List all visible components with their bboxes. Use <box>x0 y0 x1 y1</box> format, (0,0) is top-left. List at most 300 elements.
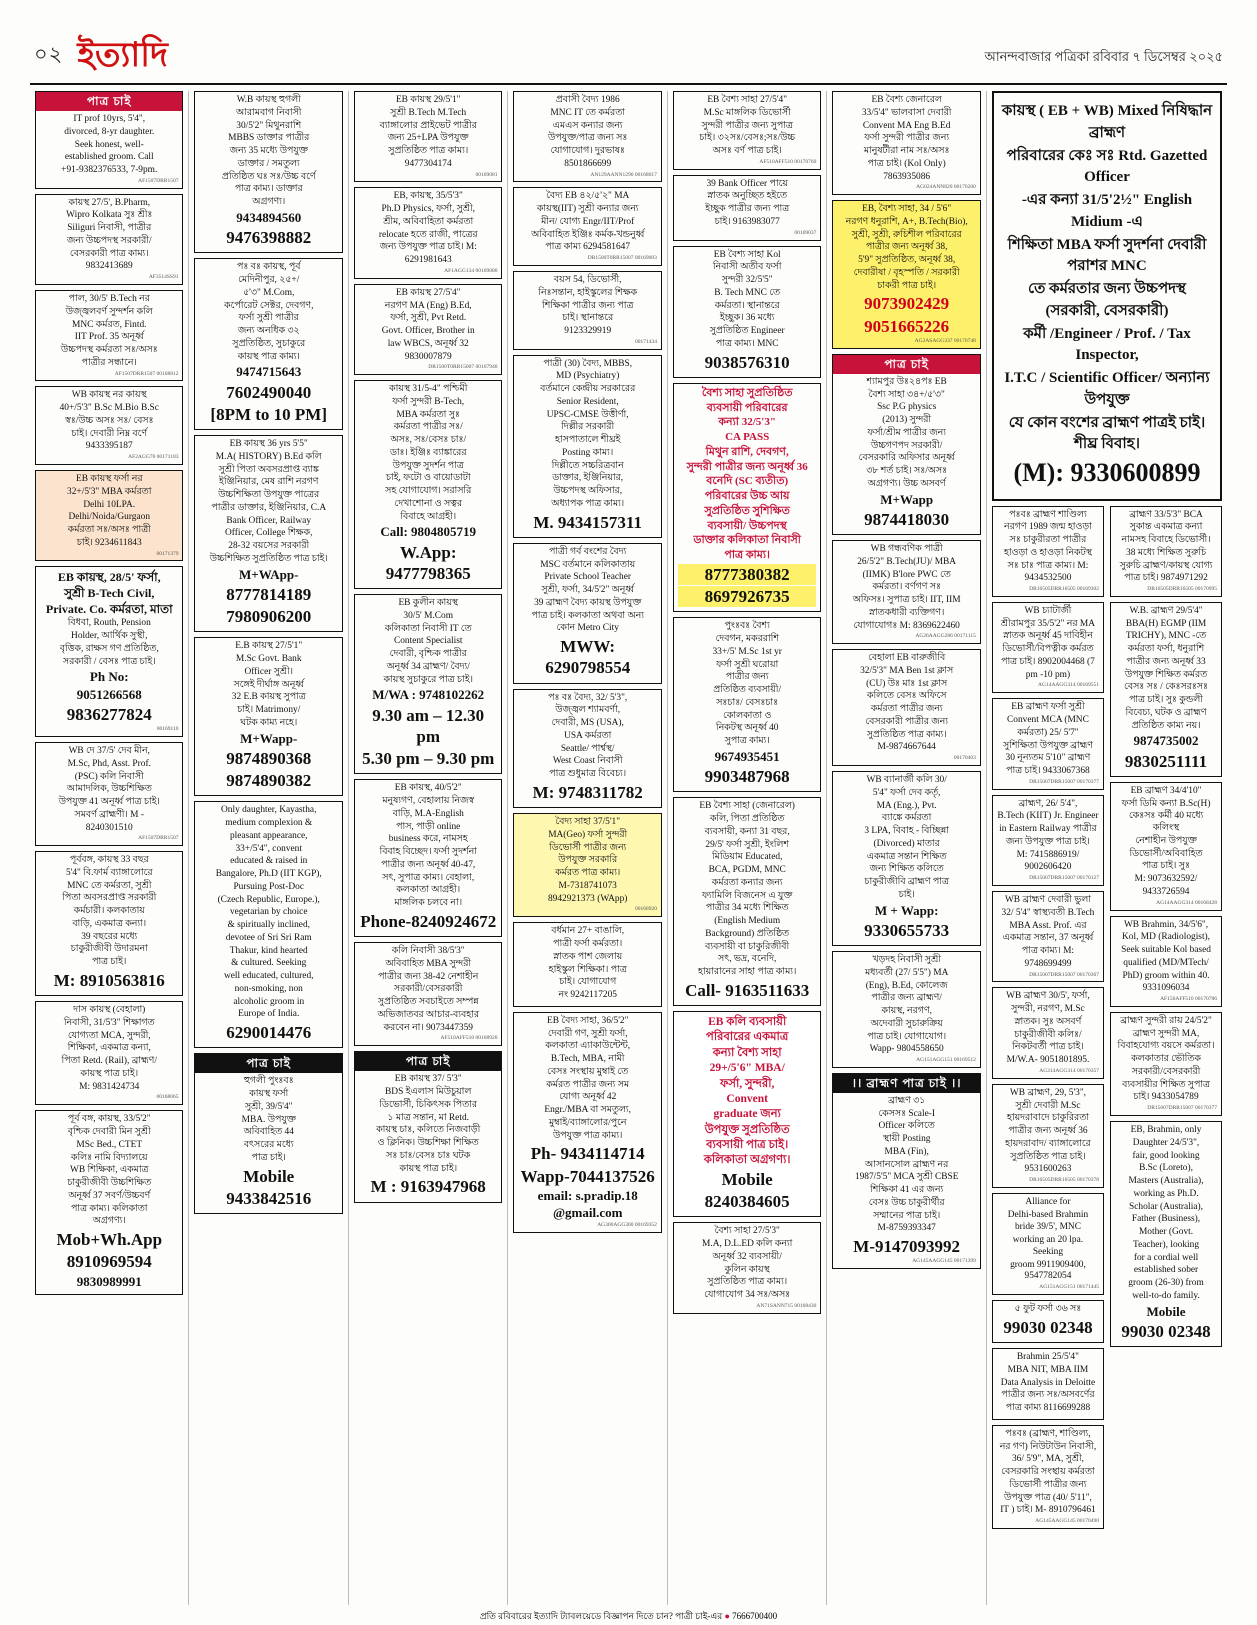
ad-line: working as Ph.D. <box>1133 1188 1199 1199</box>
ad-line: কলিঃ নামি বিদ্যালয়ে <box>70 1152 148 1163</box>
ad-line: দাস কায়স্থ (বেহালা) <box>73 1005 146 1016</box>
ad-line: 8240301510 <box>85 822 133 833</box>
ad-line: দেবগন, মকররাশি <box>715 634 779 644</box>
ad-line: 9433395187 <box>85 441 133 452</box>
ad-line: বিবাহ বিচ্ছেদ। ফর্সা সুদর্শনা <box>379 847 477 858</box>
ad-line: MNC IT তে কর্মরতা <box>550 107 625 118</box>
ad-contact[interactable]: 9434894560 <box>236 209 302 225</box>
ad-line: কন্যা 32/5'3" <box>718 416 776 429</box>
ad-line: বেসরকারী পাত্রীর জন্য <box>865 716 948 727</box>
ad-contact[interactable]: 9038576310 <box>704 352 790 372</box>
ad-line: B. Tech MNC তে <box>714 287 781 298</box>
classified-column <box>30 91 189 1605</box>
ad-line: M.A( HISTORY) B.Ed কলি <box>215 451 322 462</box>
ad-line: M: 7415886919/ <box>1016 849 1080 860</box>
ad-line: ব্যবসায়ী/ উচ্চপদস্থ <box>707 519 787 532</box>
ad-line: নং 9242117205 <box>558 990 617 1000</box>
ad-line: ফর্সা সুন্দরী পাত্রীর জন্য <box>864 133 950 144</box>
ad-line: পাত্র চাই। যোগাযোগ। <box>867 1031 947 1042</box>
ad-line: ফর্সা সুশ্রী পাত্রীর <box>238 313 299 324</box>
ad-contact[interactable]: M+Wapp- <box>240 730 298 746</box>
ad-line: পঃবঃ ব্রাহ্মণ শাণ্ডিল্য <box>1009 509 1087 520</box>
classified-ad <box>832 200 980 349</box>
ad-line: যোগ্যতা MCA, সুন্দরী, <box>67 1030 151 1041</box>
ad-line: উপযুক্ত সুদর্শন পাত্র <box>392 460 464 471</box>
ad-line: বৎসরের মধ্যে <box>243 1140 294 1150</box>
ad-line: সুপাত্র কাম্য। <box>724 736 770 746</box>
ad-line: B.Tech (KIIT) Jr. Engineer <box>997 811 1099 822</box>
ad-contact[interactable]: Ph- 9434114714 <box>530 1144 645 1164</box>
ad-line: কর্মরতা পাত্রীর সঃ/ <box>393 422 463 433</box>
ad-line: Govt. Officer, Brother in <box>381 326 475 336</box>
ad-line: সুপ্রতিষ্ঠিত, সুচাকুরে <box>232 338 306 349</box>
ad-line: M-8759393347 <box>877 1223 936 1234</box>
ad-line: ফ্যামিলি বিজনেস এ যুক্ত <box>702 890 793 901</box>
ad-contact[interactable]: 7602490040 <box>226 382 312 402</box>
ad-line: Posting কাম্য। <box>562 447 614 458</box>
ad-contact[interactable]: 9476398882 <box>226 228 312 247</box>
ad-contact[interactable]: 9674935451 <box>714 748 780 764</box>
classified-ad <box>513 187 661 266</box>
ad-line: EB কায়স্থ 37/ 5'3" <box>394 1074 462 1085</box>
ad-line: নিকটস্থ অনূর্ধ্ব 40 <box>715 723 779 734</box>
ad-line: Wipro Kolkata সুঃ শ্রীঃ <box>66 210 153 221</box>
ad-reference-code: 00170403 <box>953 755 976 762</box>
ad-line: সুন্দরী, নরগণ, M.Sc <box>1011 1004 1085 1015</box>
ad-line: established sober <box>1133 1265 1199 1276</box>
ad-line: EB ব্রাহ্মণ 34/4'10" <box>1130 785 1202 796</box>
ad-line: বৈশ্য সাহা সুপ্রতিষ্ঠিত <box>701 386 793 399</box>
ad-line: Masters (Australia), <box>1128 1176 1204 1186</box>
classified-ad <box>354 91 502 182</box>
ad-line: Delhi-based Brahmin <box>1007 1209 1089 1220</box>
ad-line: স্নাতকধারী ব্যক্তিগণ। <box>869 607 945 618</box>
ad-line: পুংঃবঃ বৈশ্য <box>724 621 770 632</box>
ad-line: পঃ বঃ বৈদ্য, 32/ 5'3", <box>548 692 628 703</box>
ad-line: 9477304174 <box>404 158 452 169</box>
ad-line: ফর্সা, সুশ্রী, Pvt Retd. <box>390 313 467 324</box>
classified-ad <box>354 284 502 375</box>
ad-line: সুন্দরী পাত্রীর জন্য সুপাত্র <box>701 120 793 131</box>
ad-line: অনূর্ধ্ব 34 ব্রাহ্মণ/ বৈদ্য/ <box>386 661 470 672</box>
ad-line: ১ মাত্র সন্তান, মা Retd. <box>387 1112 469 1123</box>
ad-line: যোগাযোগঃ M: 8369622460 <box>853 620 960 631</box>
classified-ad <box>992 1425 1104 1529</box>
ad-contact[interactable]: 9874418030 <box>864 509 950 529</box>
ad-contact[interactable]: M/WA : 9748102262 <box>372 687 485 703</box>
ad-line: বাড়ি, M.A-English <box>392 808 464 819</box>
ad-line: পাত্রীর জন্য অনূর্ধ্ব 38, <box>865 242 948 253</box>
ad-contact[interactable]: Mob+Wh.App <box>56 1230 163 1249</box>
classified-ad <box>194 435 342 632</box>
ad-line: পূর্ববঙ্গ, কায়স্থ 33 বছর <box>69 855 149 866</box>
ad-line: কর্মরতা সঃ/অসঃ পাত্রী <box>67 525 151 535</box>
ad-line: অবিবাহিত MBA সুন্দরী <box>385 958 472 969</box>
ad-line: দেখাশোনা ও সত্বর <box>394 498 462 509</box>
ad-reference-code: DR1500T0RR15007 00167940 <box>428 364 498 371</box>
ad-line: M.Sc Govt. Bank <box>235 654 302 664</box>
ad-line: সম্মানের পাত্র চাই। <box>873 1210 941 1221</box>
classified-ad <box>673 797 821 1006</box>
ad-line: হায়ারানের সাহা পাত্র কাম্য। <box>697 967 797 977</box>
ad-reference-code: AG145AAGG145 00170490 <box>1035 1518 1099 1524</box>
ad-line: 7863935086 <box>883 171 931 182</box>
ad-line: 33+/5' M.Sc 1st yr <box>712 646 782 657</box>
ad-line: 8942921373 (WApp) <box>547 893 628 904</box>
ad-contact[interactable]: 9830989991 <box>76 1273 142 1289</box>
ad-line: কর্মরতা পাত্রীর জন্য <box>870 704 943 715</box>
classified-ad <box>1110 782 1222 911</box>
ad-line: পরিবারের উচ্চ আয় <box>704 490 790 502</box>
classified-ad <box>832 649 980 766</box>
ad-line: EB, Brahmin, only <box>1130 1125 1202 1135</box>
ad-line: Father (Business), <box>1131 1214 1201 1225</box>
ad-line: WB ব্রাহ্মণ 30/5', ফর্সা, <box>1006 991 1090 1002</box>
ad-line: পাত্র চাই। (Kol Only) <box>867 158 946 169</box>
ad-line: E.B কায়স্থ 27/5'1" <box>235 641 303 652</box>
ad-line: কর্মরতা। স্থানান্তরে <box>714 300 780 311</box>
ad-line: কর্মরত পাত্রীর জন্য সম <box>546 1079 630 1090</box>
ad-line: জন্য শিক্ষিত কলিতে <box>869 864 944 875</box>
ad-contact[interactable]: 9051266568 <box>76 686 142 702</box>
ad-contact[interactable]: 99030 02348 <box>1003 1317 1093 1337</box>
ad-line: কেসসঃ Scale-I <box>878 1108 935 1119</box>
ad-line: অভিজাতবর আচার-ব্যবহার <box>377 1009 479 1020</box>
classified-column <box>987 91 1227 1605</box>
ad-line: চাকরী পাত্র চাই। <box>877 280 937 291</box>
ad-contact[interactable]: email: s.pradip.18 <box>537 1187 638 1203</box>
ad-line: পাত্রীর জন্য 38-42 নেশাহীন <box>378 971 479 982</box>
classified-ad <box>673 246 821 378</box>
ad-contact[interactable]: M: 8910563816 <box>53 970 165 990</box>
ad-line: (IIMK) B'lore PWC তে <box>862 569 951 580</box>
ad-line: law WBCS, অনূর্ধ্ব 32 <box>387 338 469 349</box>
ad-contact[interactable]: 99030 02348 <box>1121 1321 1211 1341</box>
ad-line: 5'9" সুপ্রতিষ্ঠিত, অনূর্ধ্ব 38, <box>858 255 956 266</box>
ad-line: 9748699499 <box>1024 958 1072 969</box>
ad-line: M/W.A- 9051801895. <box>1006 1055 1090 1066</box>
ad-reference-code: DR15007DRR15007 00170377 <box>1029 778 1099 785</box>
ad-reference-code: AN129AANN1296 00168017 <box>590 171 657 178</box>
ad-line: USA কর্মরতা <box>564 730 612 741</box>
ad-line: কুলিন কায়স্থ <box>724 1264 770 1275</box>
ad-line: vegetarian by choice <box>229 907 308 918</box>
ad-line: 26/5'2" B.Tech(JU)/ MBA <box>857 556 957 567</box>
classified-ad <box>35 386 183 465</box>
ad-contact[interactable]: 9330655733 <box>864 920 950 940</box>
ad-line: M-9874667644 <box>877 742 936 753</box>
ad-line: ডাক্তার / সমতুল্য <box>237 158 300 169</box>
ad-line: দিল্লীর সরকারী <box>561 422 615 433</box>
ad-line: বেসরকারি সংস্থায় কর্মরতা <box>1001 1467 1095 1477</box>
ad-contact[interactable]: M+Wapp <box>880 491 934 507</box>
ad-contact[interactable]: 9433842516 <box>226 1188 312 1208</box>
ad-line: কর্মচারী। কলকাতায় <box>73 906 145 917</box>
ad-line: সুপ্রতিষ্ঠিত Engineer <box>709 326 785 336</box>
ad-contact[interactable]: M : 9163947968 <box>370 1177 486 1197</box>
ad-reference-code: AN71SANN715 00168430 <box>756 1302 817 1309</box>
ad-line: ডাঃ। ইঞ্জিঃ ব্যাঙ্কারের <box>389 447 467 458</box>
ad-contact[interactable]: 9903487968 <box>704 767 790 786</box>
ad-line: ফর্সা সুশ্রী ঘরোয়া <box>716 659 779 670</box>
ad-line: বনেদি (SC ব্যতীত) <box>706 475 789 488</box>
ad-contact[interactable]: 9.30 am – 12.30 pm <box>372 705 485 746</box>
ad-reference-code: AF1507DRR1507 <box>138 835 179 842</box>
classified-ad <box>832 771 980 946</box>
ad-line: সুশ্রী পিতা অবসরপ্রাপ্ত ব্যাঙ্ক <box>218 464 319 475</box>
ad-line: IIT Prof. 35 অনূর্ধ্ব <box>74 332 144 343</box>
ad-line: সুশ্রী দেবারী M.Sc <box>1015 1100 1081 1111</box>
ad-header: পাত্র চাই <box>195 1054 341 1073</box>
ad-line: অসঃ বর্ণ পাত্র চাই। <box>712 146 782 156</box>
ad-contact[interactable]: 6290014476 <box>226 1023 312 1042</box>
ad-contact[interactable]: 9874735002 <box>1133 733 1199 749</box>
ad-line: কর্মরতা) 25/ 5'7" <box>1017 727 1079 738</box>
ad-line: EB বৈশ্য জেনারেল <box>871 95 942 105</box>
ad-line: Bank Officer, Railway <box>226 515 312 526</box>
classified-ad <box>513 355 661 538</box>
ad-line: পাত্র চাই। <box>251 1152 286 1163</box>
ad-line: (Czech Republic, Europe.), <box>217 894 320 905</box>
ad-line: (English Medium <box>714 916 781 926</box>
ad-reference-code: AG300AGG300 00169352 <box>597 1222 657 1229</box>
ad-line: কায়স্থ সুচাকুরে পাত্র চাই। <box>383 674 473 685</box>
ad-line: একমাত্র সন্তান, 37 অনূর্ধ্ব <box>1002 933 1094 944</box>
ad-contact[interactable]: 8910969594 <box>66 1252 152 1272</box>
ad-contact[interactable]: Wapp-7044137526 <box>520 1166 655 1186</box>
classified-ad <box>354 942 502 1046</box>
ad-line: working an 20 lpa. Seeking <box>1012 1235 1084 1257</box>
ad-contact[interactable]: [8PM to 10 PM] <box>210 404 328 424</box>
ad-reference-code: AG314AGG314 00170357 <box>1039 1067 1099 1074</box>
ad-line: 39 বছরের মধ্যে <box>81 931 138 942</box>
ad-contact[interactable]: Phone-8240924672 <box>360 911 497 931</box>
ad-line: পাত্রী ফর্সা কর্মরতা। <box>553 939 623 949</box>
ad-line: হুগলী পুংঃবঃ <box>243 1076 294 1087</box>
ad-line: পাত্রীর সন্ধানে। <box>81 357 137 368</box>
ad-line: M.A, D.L.ED কলি কন্যা <box>702 1239 793 1249</box>
ad-line: UPSC-CMSE উত্তীর্ণা, <box>546 409 629 420</box>
ad-line: 9832413689 <box>85 261 133 272</box>
ad-reference-code: 00171434 <box>634 338 657 345</box>
ad-line: বৈদ্য EB ৪২/৫'২" MA <box>546 191 630 202</box>
ad-line: পাস, পাড়ী online <box>396 821 461 832</box>
ad-contact[interactable]: M: 9748311782 <box>532 782 643 802</box>
ad-line: পিতা Retd. (Rail), ব্রাহ্মণ/ <box>61 1056 157 1067</box>
ad-contact[interactable]: 7980906200 <box>226 607 312 626</box>
ad-line: EB কায়স্থ 27/5'4" <box>395 287 461 298</box>
ad-line: সহ যোগাযোগ। সরাসরি <box>385 486 472 497</box>
ad-contact[interactable]: @gmail.com <box>552 1205 623 1220</box>
ad-line: প্রতিষ্ঠিত কাম্য নয়। <box>1131 720 1201 731</box>
ad-contact[interactable]: 8240384605 <box>704 1192 790 1211</box>
classified-ad <box>35 1001 183 1105</box>
ad-line: দেবারী গণ, সুশ্রী ফর্সা, <box>547 1028 628 1039</box>
ad-contact[interactable]: 9051665226 <box>864 316 950 336</box>
ad-line: হায়দরাবাদ/ ব্যাঙ্গালোরে <box>1005 1138 1091 1149</box>
ad-line: খড়দহ নিবাসী সুশ্রী <box>872 955 941 965</box>
ad-line: অসঃ, সঃ/বেসঃ চাঃ/ <box>390 435 467 446</box>
ad-contact[interactable]: M + Wapp: <box>874 902 939 918</box>
classified-ad <box>992 698 1104 789</box>
ad-line: MBA কর্মরতা সুঃ <box>396 409 460 420</box>
ad-reference-code: 00169081 <box>475 171 498 178</box>
ad-reference-code: AG26AAGG286 00171115 <box>915 633 976 640</box>
ad-line: 38 মধ্যে শিক্ষিত সুরুচি <box>1126 547 1207 558</box>
ad-line: Convent MCA (MNC <box>1007 715 1089 725</box>
ad-line: শ্রীরামপুর 35/5'2" নর MA <box>1000 618 1095 629</box>
ad-contact[interactable]: 8777380382 <box>678 564 816 585</box>
ad-line: 9434532500 <box>1024 573 1072 584</box>
ad-contact[interactable]: Ph No: <box>89 669 129 685</box>
ad-contact[interactable]: Mobile <box>243 1166 295 1186</box>
ad-line: বৃশ্চিক দেবারী মিন সুশ্রী <box>67 1127 151 1137</box>
ad-line: একমাত্র সন্তান শিক্ষিত <box>866 851 947 862</box>
ad-line: নরগণ MA (Eng) B.Ed, <box>384 300 472 311</box>
ad-line: শিক্ষিকা পাত্রীর জন্য পাত্র <box>542 300 634 311</box>
ad-header: পাত্র চাই <box>36 92 182 111</box>
ad-line: WB ব্রাহ্মণ, 29, 5'3", <box>1009 1087 1086 1098</box>
ad-line: EB কায়স্থ, 28/5' ফর্সা, <box>57 570 161 585</box>
ad-line: সুকান্ত একমাত্র কন্যা <box>1129 522 1203 533</box>
ad-line: সুন্দরী 32/5'5" <box>721 275 773 285</box>
ad-line: পাত্র চাই। 9433067368 <box>1006 766 1090 776</box>
classified-ad <box>35 566 183 737</box>
ad-contact[interactable]: 8697926735 <box>678 586 816 607</box>
ad-contact[interactable]: W.App: 9477798365 <box>385 542 471 583</box>
ad-reference-code: AF150AFF510 00170786 <box>1160 996 1218 1002</box>
ad-line: উপযুক্ত/পাত্র জন্য সঃ <box>548 133 628 144</box>
ad-line: Seek suitable Kol based <box>1121 945 1211 955</box>
ad-line: Mother (Govt. <box>1138 1227 1194 1237</box>
ad-line: উপযুক্ত শিক্ষিত কর্মরত <box>1124 669 1208 680</box>
ad-line: নরগণ ধনুরাশি, A+, B.Tech(Bio), <box>845 216 968 227</box>
ad-line: Ssc P.G physics <box>877 402 937 413</box>
ad-contact[interactable]: 9874890368 <box>226 748 312 768</box>
footer-phone: 7666700400 <box>732 1611 778 1621</box>
ad-line: Siliguri নিবাসী, পাত্রীর <box>67 223 152 234</box>
ad-line: for a cordial well <box>1133 1252 1199 1263</box>
ad-line: চাই। ৩২সঃ/বেসঃ;সঃ/উচ্চ <box>699 133 796 144</box>
ad-subcolumns <box>992 506 1222 1534</box>
ad-line: মেদিনীপুর, ২৫+/ <box>238 275 300 285</box>
ad-line: কর্মরত পাত্র কাম্য। <box>555 868 621 879</box>
ad-line: নিঃসন্তান, হাইস্কুলের শিক্ষক <box>538 287 638 298</box>
ad-line: Teacher), looking <box>1133 1239 1200 1250</box>
ad-line: B.Sc (Loreto), <box>1139 1163 1193 1174</box>
ad-contact[interactable]: 9874890382 <box>226 771 312 790</box>
ad-line: সুপ্রতিষ্ঠিত পাত্র কাম্য। <box>707 1277 788 1288</box>
ad-line: ব্রাহ্মণ 33/5'3" BCA <box>1129 509 1203 520</box>
ad-contact[interactable]: 9830251111 <box>1124 751 1208 771</box>
ad-contact[interactable]: Mobile <box>721 1169 773 1189</box>
ad-line: কায়স্থ ( EB + WB) Mixed নিষিদ্ধান ব্রাহ্মণ <box>1001 103 1213 141</box>
ad-line: বাড়ি, একমাত্র কন্যা। <box>72 918 147 929</box>
ad-line: fair, good looking <box>1132 1150 1200 1161</box>
ad-line: অবিবাহিত ইঞ্জিঃ কর্মক-খন্ডনুর্ধ্ব <box>531 229 645 240</box>
ad-line: relocate হতে রাজী, পাত্রের <box>378 229 478 240</box>
ad-line: নেশাহীন উপযুক্ত <box>1135 835 1197 846</box>
ad-line: WB চ্যাটার্জী <box>1024 605 1072 616</box>
ad-line: উচ্চগণপদ সরকারী/ <box>870 440 943 451</box>
ad-contact[interactable]: Mobile <box>1146 1303 1186 1319</box>
ad-contact[interactable]: MWW: 6290798554 <box>545 637 631 678</box>
ad-line: মাঙ্গলিক চলবে না। <box>394 898 463 909</box>
ad-line: কায়স্থ পাত্র চাই। <box>399 1163 458 1174</box>
ad-line: সুশ্রী, সুশ্রী, রুচিশীল পরিবারের <box>851 229 962 240</box>
ad-contact[interactable]: 5.30 pm – 9.30 pm <box>362 749 495 769</box>
ad-line: বিবাহে আগ্রহী। <box>400 511 457 522</box>
ad-reference-code: DR1500T0RR15007 00169003 <box>587 255 657 262</box>
classified-ad <box>992 1193 1104 1295</box>
ad-line: সঃচাঃ/ বেসঃচাঃ <box>716 697 779 708</box>
ad-line: কলকাতা এ্যাকাউন্টেন্ট, <box>545 1041 631 1052</box>
classified-ad <box>673 1222 821 1313</box>
ad-line: bride 39/5', MNC <box>1014 1222 1081 1233</box>
classified-ad <box>1110 916 1222 1007</box>
ad-line: ফর্সা, সুন্দরী, <box>719 1077 775 1090</box>
ad-contact[interactable]: 9836277824 <box>66 704 152 724</box>
ad-line: পাত্রীর ডাক্তার, ইঞ্জিনিয়ার, C.A <box>211 502 327 513</box>
ad-contact[interactable]: Call- 9163511633 <box>685 980 810 1000</box>
ad-line: 5'4" বি.ফার্ম ব্যাঙ্গালোরে <box>65 867 153 878</box>
ad-contact[interactable]: (M): 9330600899 <box>1013 458 1201 487</box>
ad-line: অনূর্ধ্ব 37 সবর্ণ/উচ্চবর্ণ <box>68 1190 151 1201</box>
ad-line: 30 নূন্যতম 5'10" ব্রাহ্মণ <box>1005 753 1091 764</box>
ad-line: তে কর্মরতার জন্য উচ্চপদস্থ (সরকারী, বেসরকারী) <box>1028 281 1186 319</box>
classified-ad <box>35 470 183 561</box>
ad-line: 30/5'2" মিথুনরাশি <box>236 120 302 131</box>
ad-line: WB কায়স্থ নর কায়স্থ <box>71 390 147 401</box>
ad-line: EB কায়স্থ ফর্সা নর <box>75 474 143 484</box>
ad-line: ফর্সা ডিমি কন্যা B.Sc(H) <box>1121 798 1211 809</box>
ad-line: উপযুক্ত সুপ্রতিষ্ঠিত <box>704 1123 790 1136</box>
ad-contact[interactable]: M-9147093992 <box>853 1237 961 1257</box>
ad-contact[interactable]: M+WApp- <box>239 566 299 582</box>
ad-line: বর্ধমান 27+ বাঙালি, <box>551 926 625 937</box>
ad-line: 9002606420 <box>1024 862 1072 873</box>
ad-line: 5'4" ফর্সা দেব কর্তৃ, <box>872 787 941 798</box>
ad-line: যোগাযোগ 34 সঃ/অসঃ <box>704 1290 791 1300</box>
ad-contact[interactable]: 9073902429 <box>864 294 950 314</box>
ad-line: Delhi/Noida/Gurgaon <box>68 512 151 523</box>
ad-line: M-7318741073 <box>558 880 617 891</box>
classified-ad <box>513 922 661 1007</box>
ad-line: কলকাতা আগ্রহী। <box>396 885 461 896</box>
ad-contact[interactable]: 8777814189 <box>226 584 312 604</box>
ad-contact[interactable]: 9474715643 <box>236 364 302 380</box>
ad-line: জন্য উচ্চপদস্থ সরকারী/ <box>66 235 152 246</box>
ad-line: ব্রাহ্মণ সুন্দরী রায় 24/5'2" <box>1120 1015 1212 1026</box>
classified-ad <box>354 380 502 589</box>
ad-line: সরকারী/বেসরকারী <box>393 984 463 995</box>
ad-line: Convent MA Eng B.Ed <box>862 120 951 131</box>
ad-contact[interactable]: Call: 9804805719 <box>380 524 477 540</box>
ad-line: উপযুক্ত পাত্র (40/ 5'11", <box>1004 1492 1092 1503</box>
ad-reference-code: AF510AFF510 00170760 <box>759 158 817 165</box>
ad-line: শ্যামপুর উঃ২৪পঃ EB <box>866 376 947 387</box>
ad-line: IT prof 10yrs, 5'4", <box>73 114 146 124</box>
ad-contact[interactable]: M. 9434157311 <box>533 512 642 532</box>
classified-ad <box>35 194 183 285</box>
ad-line: নর গণ) নিউটাউন নিবাসী, <box>999 1441 1097 1452</box>
ad-line: সরকারী / বেসঃ পাত্র চাই। <box>62 656 156 667</box>
ad-line: চাই। 9433054789 <box>1133 1092 1199 1103</box>
ad-reference-code: 00169037 <box>794 229 817 236</box>
ad-reference-code: 00168065 <box>156 1094 179 1101</box>
classified-ad <box>194 801 342 1048</box>
classified-ad <box>194 258 342 430</box>
